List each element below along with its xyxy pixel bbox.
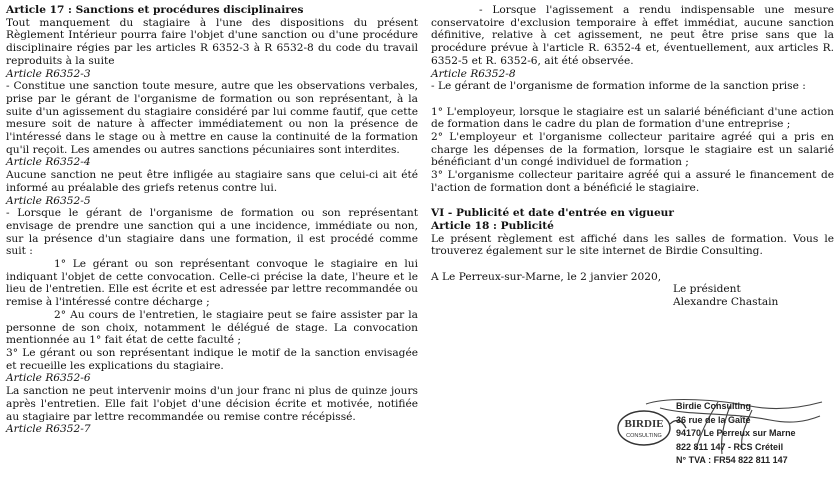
signatory-title: Le président [673, 283, 741, 296]
paragraph-r6352-5-item-1: 1° Le gérant ou son représentant convoque le stagiaire en lui indiquant l'objet de cette convocation. Celle-ci précise la date, l'heure et le lieu de l'entretien. Elle est écrite et est adressée par lettre recommandée ou remise à l'intéressé contre décharge ; [6, 258, 418, 309]
stamp-vat: N° TVA : FR54 822 811 147 [676, 455, 788, 465]
section-vi-title: VI - Publicité et date d'entrée en vigueur [431, 207, 674, 220]
article-ref-r6352-7: Article R6352-7 [6, 423, 91, 436]
paragraph-r6352-7: - Lorsque l'agissement a rendu indispensable une mesure conservatoire d'exclusion temporaire à effet immédiat, aucune sanction définitive, relative à cet agissement, ne peut être prise sans que la procédure prévue à l'article R. 6352-4 et, éventuellement, aux articles R. 6352-5 et R. 6352-6, ait été observée. [431, 4, 834, 67]
article-ref-r6352-3: Article R6352-3 [6, 67, 91, 80]
article-18-title: Article 18 : Publicité [431, 219, 554, 232]
svg-text:BIRDIE: BIRDIE [624, 418, 664, 430]
paragraph-r6352-3: - Constitue une sanction toute mesure, autre que les observations verbales, prise par le gérant de l'organisme de formation ou son représentant, à la suite d'un agissement du stagiaire considéré par lui comme fautif, que cette mesure soit de nature à affecter immédiatement ou non la présence de l'intéressé dans le stage ou à mettre en cause la continuité de la formation qu'il reçoit. Les amendes ou autres sanctions pécuniaires sont interdites. [6, 80, 418, 156]
article-17-body: Tout manquement du stagiaire à l'une des dispositions du présent Règlement Intérieur pourra faire l'objet d'une sanction ou d'une procédure disciplinaire régies par les articles R 6352-3 à R 6532-8 du code du travail reproduits à la suite [6, 16, 418, 67]
stamp-address-street: 36 rue de la Gaîté [676, 414, 751, 425]
paragraph-r6352-4: Aucune sanction ne peut être infligée au stagiaire sans que celui-ci ait été informé au préalable des griefs retenus contre lui. [6, 169, 418, 194]
paragraph-r6352-8: - Le gérant de l'organisme de formation informe de la sanction prise : [431, 80, 806, 93]
right-column [431, 4, 834, 309]
svg-text:CONSULTING: CONSULTING [626, 433, 662, 439]
article-ref-r6352-8: Article R6352-8 [431, 67, 516, 80]
left-column [6, 4, 418, 436]
spacer [431, 258, 834, 271]
spacer [431, 93, 834, 106]
stamp-company-name: Birdie Consulting [676, 401, 751, 411]
paragraph-r6352-6: La sanction ne peut intervenir moins d'un jour franc ni plus de quinze jours après l'entretien. Elle fait l'objet d'une décision écrite et motivée, notifiée au stagiaire par lettre recommandée ou remise contre récépissé. [6, 385, 418, 423]
article-18-body: Le présent règlement est affiché dans les salles de formation. Vous le trouverez également sur le site internet de Birdie Consulting. [431, 232, 834, 258]
paragraph-r6352-5-item-3: 3° Le gérant ou son représentant indique le motif de la sanction envisagée et recueille les explications du stagiaire. [6, 346, 418, 372]
paragraph-r6352-8-item-3: 3° L'organisme collecteur paritaire agréé qui a assuré le financement de l'action de formation dont a bénéficié le stagiaire. [431, 169, 834, 194]
paragraph-r6352-5: - Lorsque le gérant de l'organisme de formation ou son représentant envisage de prendre une sanction qui a une incidence, immédiate ou non, sur la présence d'un stagiaire dans une formation, il est procédé comme suit : [6, 207, 418, 258]
article-17-title: Article 17 : Sanctions et procédures disciplinaires [6, 4, 304, 16]
stamp-address-city: 94170 Le Perreux sur Marne [676, 428, 796, 438]
spacer [431, 195, 834, 208]
paragraph-r6352-5-item-2: 2° Au cours de l'entretien, le stagiaire peut se faire assister par la personne de son choix, notamment le délégué de stage. La convocation mentionnée au 1° fait état de cette faculté ; [6, 308, 418, 347]
paragraph-r6352-8-item-1: 1° L'employeur, lorsque le stagiaire est un salarié bénéficiant d'une action de formation dans le cadre du plan de formation d'une entreprise ; [431, 105, 834, 131]
place-and-date: A Le Perreux-sur-Marne, le 2 janvier 2020, [431, 270, 662, 283]
paragraph-r6352-8-item-2: 2° L'employeur et l'organisme collecteur paritaire agréé qui a pris en charge les dépenses de la formation, lorsque le stagiaire est un salarié bénéficiant d'un congé individuel de formation ; [431, 131, 834, 169]
stamp-text [676, 400, 796, 468]
stamp-rcs: 822 811 147 - RCS Créteil [676, 441, 784, 452]
article-ref-r6352-4: Article R6352-4 [6, 156, 91, 169]
article-ref-r6352-5: Article R6352-5 [6, 194, 91, 207]
article-ref-r6352-6: Article R6352-6 [6, 372, 91, 385]
signatory-name: Alexandre Chastain [673, 296, 779, 309]
